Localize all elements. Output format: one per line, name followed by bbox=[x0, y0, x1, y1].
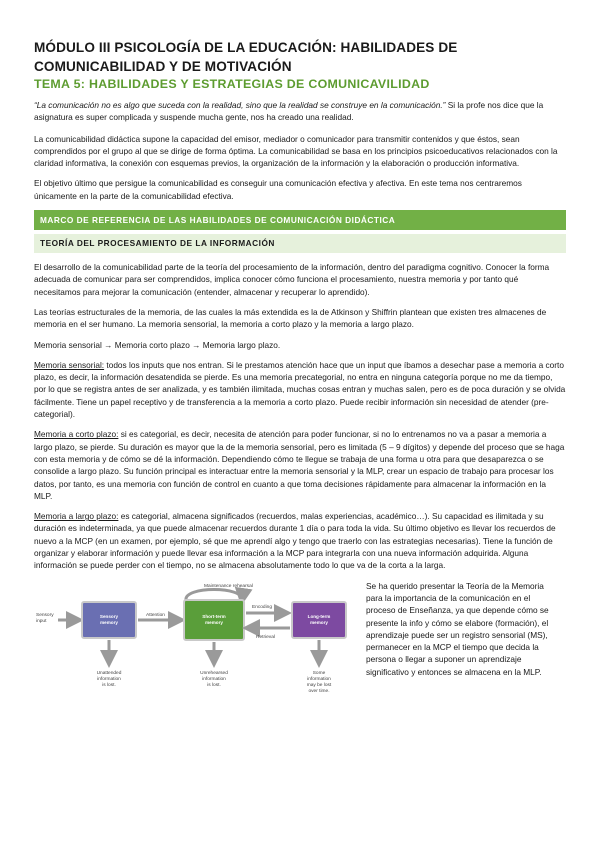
long-term-loss-label-3: may be lost bbox=[306, 682, 332, 688]
body-paragraph-2: Las teorías estructurales de la memoria, de las cuales la más extendida es la de Atkinson y Shiffrin plantean que existen tres almacenes de memoria en el ser humano. La memoria sensorial, la memoria a corto plazo y la memoria a largo plazo. bbox=[34, 306, 547, 330]
body-paragraph-1: El desarrollo de la comunicabilidad parte de la teoría del procesamiento de la información, dentro del paradigma cognitivo. Conocer la forma adecuada de comunicar para ser comprendidos, implica conocer cómo funciona el procesamiento, nuestra memoria y por tanto qué necesitamos para mejorar la comunicación (entender, almacenar y recuperar lo aprendido). bbox=[34, 262, 550, 297]
long-term-loss-label-2: information bbox=[307, 676, 331, 682]
intro-quote-paragraph bbox=[34, 99, 566, 124]
long-term-loss-label-1: Some bbox=[312, 670, 326, 676]
module-title-line1: MÓDULO III PSICOLOGÍA DE LA EDUCACIÓN: HABILIDADES DE bbox=[34, 40, 458, 55]
side-note-paragraph: Se ha querido presentar la Teoría de la Memoria para la importancia de la comunicación en el proceso de Enseñanza, ya que depende cómo se presente la info y cómo se elabore (formación), el aprendizaje puede ser un registro sensorial (MS), permanecer en la MCP el tiempo que decida la persona o llegar a suponer un aprendizaje significativo y entonces se almacena en la MLP. bbox=[366, 580, 549, 677]
intro-quote: “La comunicación no es algo que suceda con la realidad, sino que la realidad se construye en la comunicación.” bbox=[34, 100, 446, 110]
sensory-memory-box-label-1: Sensory bbox=[99, 613, 119, 619]
tema-heading: TEMA 5: HABILIDADES Y ESTRATEGIAS DE COMUNICAVILIDAD bbox=[34, 77, 430, 91]
sensory-memory-label: Memoria sensorial: bbox=[34, 359, 105, 370]
attention-label: Attention bbox=[146, 612, 165, 618]
sensory-loss-label-3: is lost. bbox=[102, 682, 116, 688]
short-term-memory-text: si es categorial, es decir, necesita de atención para poder funcionar, si no lo entrenamos no va a pasar a memoria a largo plazo, se pierde. Su duración es mayor que la de la memoria sensorial, pero es limitada (5 – 9 dígitos) y depende del proceso que se haga con esta memoria y de cómo se dé la información. Dependiendo cómo te llegue se trabaja de una forma u otra para que desaparezca o se consolide a largo plazo. Su función principal es interactuar entre la memoria sensorial y la MLP, crear un espacio de trabajo para procesar los datos, por tanto, es una memoria con función de control en cuanto a que toma decisiones rápidamente para almacenar la información en la MLP. bbox=[34, 429, 565, 501]
module-title bbox=[34, 38, 566, 76]
module-title-line2: COMUNICABILIDAD Y DE MOTIVACIÓN bbox=[34, 59, 292, 74]
encoding-label: Encoding bbox=[252, 604, 273, 610]
intro-paragraph-1: La comunicabilidad didáctica supone la capacidad del emisor, mediador o comunicador para transmitir contenidos y que éstos, sean comprendidos por el grupo al que se dirige de forma óptima. La comunicabilidad se basa en los principios psicoeducativos relacionados con la claridad informativa, la conexión con esquemas previos, la organización de la información y la elaboración o producción informativa. bbox=[34, 133, 558, 169]
long-term-loss-label-4: over time. bbox=[308, 688, 330, 694]
rehearsal-label: Maintenance rehearsal bbox=[204, 583, 253, 589]
sensory-loss-label-2: information bbox=[97, 676, 121, 682]
retrieval-label: Retrieval bbox=[256, 634, 275, 640]
intro-paragraph-2: El objetivo último que persigue la comunicabilidad es conseguir una comunicación efectiva y afectiva. En este tema nos centraremos únicamente en la parte de la comunicabilidad efectiva. bbox=[34, 178, 522, 201]
short-term-loss-label-1: Unrehearsed bbox=[200, 670, 228, 676]
long-term-memory-box-label-2: memory bbox=[310, 619, 328, 625]
sensory-input-label-2: input bbox=[36, 618, 47, 624]
short-term-memory-box-label-2: memory bbox=[205, 619, 223, 625]
bottom-area bbox=[34, 580, 566, 730]
rehearsal-loop-arrow bbox=[186, 589, 242, 600]
sensory-input-label-1: Sensory bbox=[36, 612, 54, 618]
long-term-memory-label: Memoria a largo plazo: bbox=[34, 511, 119, 522]
long-term-memory-box-label-1: Long-term bbox=[307, 613, 331, 619]
short-term-memory-box-label-1: Short-term bbox=[202, 613, 226, 619]
short-term-loss-label-2: information bbox=[202, 676, 226, 682]
long-term-memory-paragraph bbox=[34, 510, 566, 571]
subsection-heading: TEORÍA DEL PROCESAMIENTO DE LA INFORMACIÓN bbox=[34, 234, 566, 253]
memory-flow-line: Memoria sensorial → Memoria corto plazo → Memoria largo plazo. bbox=[34, 339, 281, 350]
long-term-memory-text: es categorial, almacena significados (recuerdos, malas experiencias, académico…). Su capacidad es ilimitada y su duración es indeterminada, ya que puede almacenar recuerdos durante 1 día o para toda la vida. Su último objetivo es llevar los recuerdos de nuevo a la MCP (en un examen, por ejemplo, sé que me aprendí algo y tengo que traerlo con las estrategias necesarias). Tiene la función de organizar y elaborar información y puede llevar esa información a la MCP para integrarla con una nueva información adquirida. Alguna información se puede perder con el tiempo, no se almacena absolutamente todo lo que va de la corta a la larga. bbox=[34, 511, 556, 571]
short-term-memory-paragraph bbox=[34, 428, 566, 502]
sensory-memory-text: todos los inputs que nos entran. Si le prestamos atención hace que un input que íbamos a desechar pase a memoria a corto plazo, es decir, la información desatendida se pierde. Es una memoria precategorial, no entra en ninguna categoría porque no me da tiempo, por lo que se registra antes de ser analizada, y es también ilimitada, muchas cosas entran y muchas salen, pero es de poca duración y se olvida fácilmente. Tiene un papel receptivo y de transferencia a la memoria a corto plazo. Puede recibir información sin necesidad de atender (pre-categorial). bbox=[34, 359, 566, 420]
section-heading: MARCO DE REFERENCIA DE LAS HABILIDADES DE COMUNICACIÓN DIDÁCTICA bbox=[34, 210, 566, 230]
intro-quote-rest: Si la profe nos dice que la asignatura es super complicada y suspende mucha gente, nos ha creado una realidad. bbox=[34, 100, 544, 123]
sensory-memory-box-label-2: memory bbox=[100, 619, 118, 625]
short-term-memory-label: Memoria a corto plazo: bbox=[34, 429, 119, 440]
short-term-loss-label-3: is lost. bbox=[207, 682, 221, 688]
memory-model-diagram bbox=[34, 580, 358, 730]
sensory-memory-paragraph bbox=[34, 359, 566, 420]
sensory-loss-label-1: Unattended bbox=[96, 670, 122, 676]
